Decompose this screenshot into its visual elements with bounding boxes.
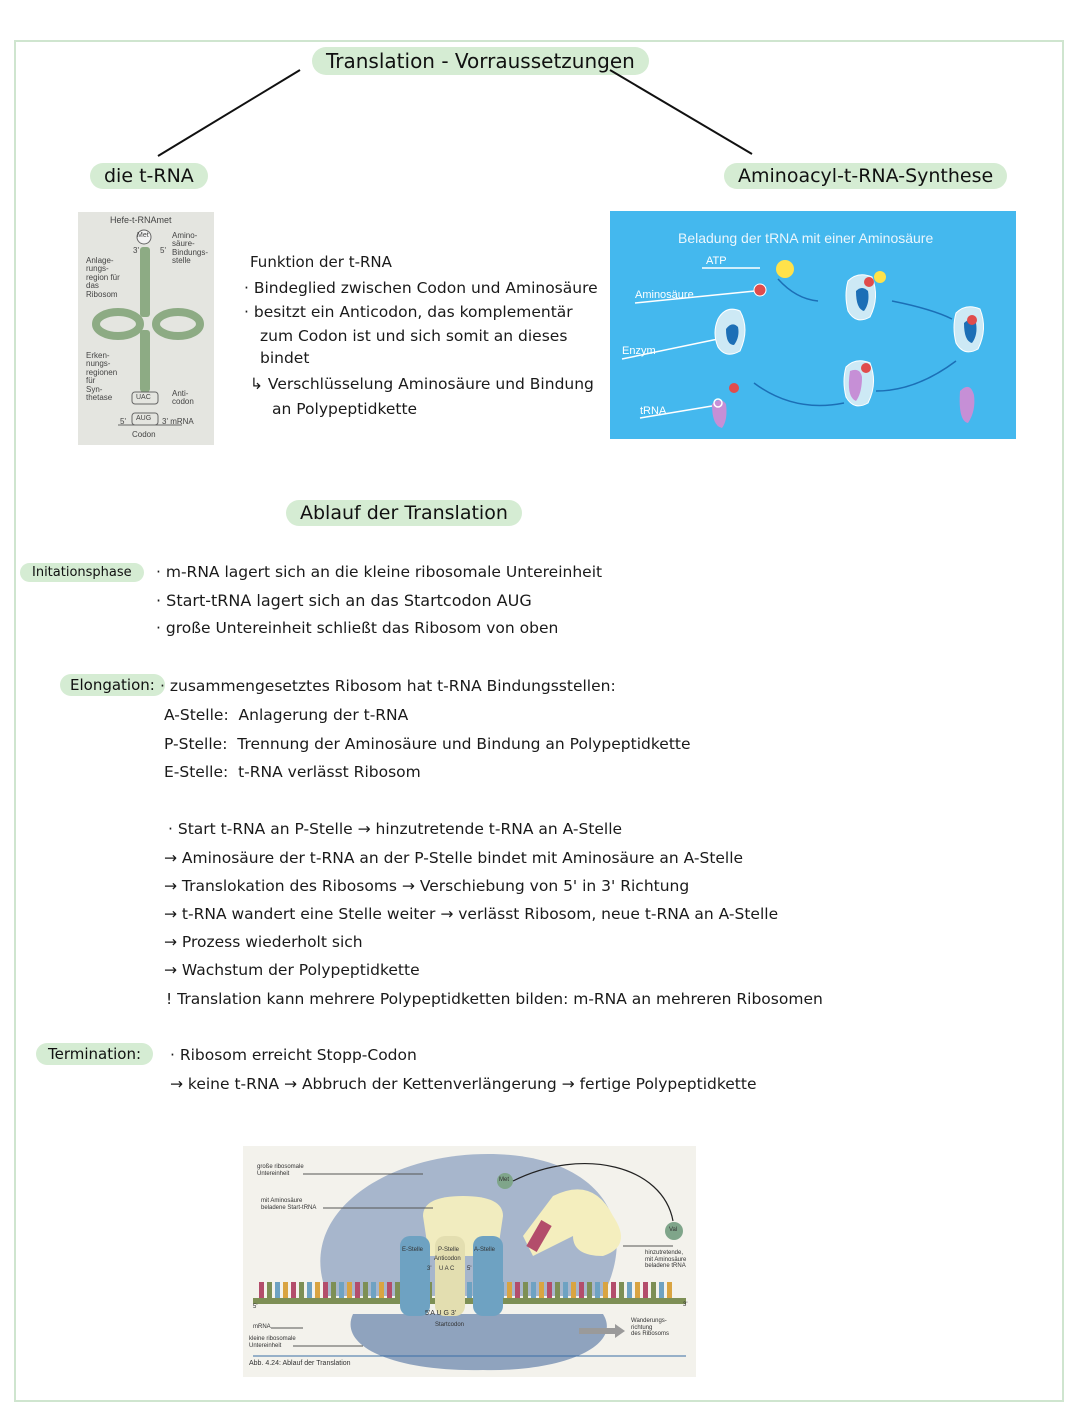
p-site-label: P-Stelle: [164,735,228,753]
termination-line-1-text: Ribosom erreicht Stopp-Codon [179,1046,417,1064]
figure-caption: Abb. 4.24: Ablauf der Translation [249,1360,351,1367]
trna-three-prime: 3' [133,246,139,255]
a-site-label: A-Stelle [474,1247,496,1253]
initiation-line-1: · m-RNA lagert sich an die kleine ribosomale Untereinheit [156,563,603,581]
mrna-base [579,1282,584,1298]
mrna-base [627,1282,632,1298]
elongation-label: Elongation: [60,674,165,696]
mrna-base [355,1282,360,1298]
funktion-line-1-text: Bindeglied zwischen Codon und Aminosäure [253,279,598,297]
elongation-step-2: → Aminosäure der t-RNA an der P-Stelle bindet mit Aminosäure an A-Stelle [164,849,744,867]
p-site-text: Trennung der Aminosäure und Bindung an Polypeptidkette [237,735,691,753]
direction-label: Wanderungs- richtung des Ribosoms [631,1318,670,1338]
mrna-base [323,1282,328,1298]
a-site-text: Anlagerung der t-RNA [238,706,409,724]
mrna-base [267,1282,272,1298]
mrna-base [619,1282,624,1298]
synthese-enzym: Enzym [622,345,656,357]
e-site-label: E-Stelle [402,1247,424,1253]
trna-aug: AUG [136,415,152,422]
mrna-base [331,1282,336,1298]
large-subunit-label: große ribosomale Untereinheit [257,1164,304,1177]
startcodon-label: Startcodon [435,1322,465,1328]
trna-five-prime: 5' [120,417,126,426]
mrna-base [515,1282,520,1298]
mrna-base [379,1282,384,1298]
funktion-line-2-text: besitzt ein Anticodon, das komplementär [253,303,573,321]
p-site-label: P-Stelle [438,1247,460,1253]
funktion-line-6: an Polypeptidkette [272,400,418,418]
mrna-base [555,1282,560,1298]
initiation-line-3: · große Untereinheit schließt das Ribosom von oben [156,619,559,637]
trna-mrna: 3' mRNA [162,417,194,426]
mrna-base [651,1282,656,1298]
synthese-trna: tRNA [640,405,667,417]
trna-five-prime-top: 5' [160,246,166,255]
elongation-step-3: → Translokation des Ribosoms → Verschiebung von 5' in 3' Richtung [164,877,690,895]
mrna-base [395,1282,400,1298]
elongation-line-1-text: zusammengesetztes Ribosom hat t-RNA Bindungsstellen: [169,677,616,695]
synthese-figure-title: Beladung der tRNA mit einer Aminosäure [678,230,934,246]
trna-figure-title: Hefe-t-RNAmet [110,215,172,225]
funktion-line-4: bindet [260,349,310,367]
elongation-e-site [164,765,421,781]
mrna-base [523,1282,528,1298]
termination-line-2: → keine t-RNA → Abbruch der Kettenverlängerung → fertige Polypeptidkette [170,1075,757,1093]
page-title: Translation - Vorraussetzungen [312,47,649,75]
synthese-aminosaeure: Aminosäure [635,289,694,301]
mrna-base [347,1282,352,1298]
elongation-step-5: → Prozess wiederholt sich [164,933,363,951]
synthese-atp: ATP [706,255,727,267]
elongation-p-site [164,737,691,753]
ribosome-figure [243,1146,696,1377]
initiation-line-2-text: Start-tRNA lagert sich an das Startcodon AUG [166,591,532,610]
initiation-line-1-text: m-RNA lagert sich an die kleine ribosomale Untereinheit [165,563,603,581]
elongation-step-1-text: Start t-RNA an P-Stelle → hinzutretende t-RNA an A-Stelle [177,820,623,838]
mrna-base [611,1282,616,1298]
mrna-base [547,1282,552,1298]
a-site-label: A-Stelle: [164,706,229,724]
elongation-step-7: ! Translation kann mehrere Polypeptidketten bilden: m-RNA an mehreren Ribosomen [166,990,823,1008]
anticodon-five-prime: 5' [467,1266,472,1272]
funktion-line-1: · Bindeglied zwischen Codon und Aminosäure [244,279,598,297]
mrna-base [571,1282,576,1298]
mrna-base [563,1282,568,1298]
anticodon-label: Anticodon [434,1256,461,1262]
mrna-base [371,1282,376,1298]
ribosome-diagram [243,1146,696,1377]
mrna-base [275,1282,280,1298]
mrna-base [531,1282,536,1298]
trna-synthetase-region: Erken- nungs- regionen für Syn- thetase [86,351,118,402]
trna-figure [78,212,214,445]
mrna-base [283,1282,288,1298]
mrna-base [299,1282,304,1298]
funktion-line-2: · besitzt ein Anticodon, das komplementär [244,303,573,321]
uac-label: U A C [439,1266,455,1272]
small-subunit-label: kleine ribosomale Untereinheit [249,1336,296,1349]
initiation-line-2: · Start-tRNA lagert sich an das Startcodon AUG [156,591,532,610]
elongation-step-6: → Wachstum der Polypeptidkette [164,961,420,979]
trna-ribosome-region: Anlage- rungs- region für das Ribosom [86,256,120,299]
mrna-base [339,1282,344,1298]
funktion-heading: Funktion der t-RNA [250,253,392,271]
trna-amino-site: Amino- säure- Bindungs- stelle [172,231,209,266]
incoming-trna-label: hinzutretende, mit Aminosäure beladene tRNA [645,1250,687,1270]
mrna-base [307,1282,312,1298]
trna-met: Met [137,232,149,239]
trna-uac: UAC [136,394,151,401]
start-trna-label: mit Aminosäure beladene Start-tRNA [261,1198,317,1211]
mrna-five-prime: 5' [253,1304,258,1310]
trna-heading: die t-RNA [90,163,208,189]
elongation-line-1: · zusammengesetztes Ribosom hat t-RNA Bindungsstellen: [160,677,616,695]
trna-anticodon: Anti- codon [172,389,194,407]
mrna-three-prime: 3' [683,1302,688,1308]
mrna-base [587,1282,592,1298]
mrna-base [635,1282,640,1298]
mrna-base [595,1282,600,1298]
elongation-step-4: → t-RNA wandert eine Stelle weiter → verlässt Ribosom, neue t-RNA an A-Stelle [164,905,779,923]
mrna-base [291,1282,296,1298]
e-site-text: t-RNA verlässt Ribosom [238,763,421,781]
initiation-label: Initationsphase [20,563,144,582]
mrna-base [507,1282,512,1298]
mrna-label: mRNA [253,1324,271,1330]
trna-codon: Codon [132,430,156,439]
elongation-a-site [164,708,408,724]
anticodon-three-prime: 3' [427,1266,432,1272]
termination-line-1: · Ribosom erreicht Stopp-Codon [170,1046,417,1064]
ablauf-heading: Ablauf der Translation [286,500,522,526]
elongation-step-1: · Start t-RNA an P-Stelle → hinzutretende t-RNA an A-Stelle [168,820,623,838]
mrna-base [603,1282,608,1298]
mrna-base [259,1282,264,1298]
mrna-base [659,1282,664,1298]
codon-seq-label: 5'A U G 3' [425,1310,457,1317]
synthese-diagram [610,211,1016,439]
val-label: Val [669,1227,678,1233]
mrna-base [363,1282,368,1298]
termination-label: Termination: [36,1043,153,1065]
mrna-base [315,1282,320,1298]
synthese-figure [610,211,1016,439]
mrna-base [387,1282,392,1298]
mrna-base [643,1282,648,1298]
mrna-base [539,1282,544,1298]
funktion-line-5: ↳ Verschlüsselung Aminosäure und Bindung [250,375,594,393]
mrna-base [467,1282,472,1298]
funktion-line-3: zum Codon ist und sich somit an dieses [260,327,568,345]
met-label: Met [499,1177,510,1183]
synthese-heading: Aminoacyl-t-RNA-Synthese [724,163,1007,189]
e-site-label: E-Stelle: [164,763,229,781]
initiation-line-3-text: große Untereinheit schließt das Ribosom von oben [165,619,559,637]
mrna-base [667,1282,672,1298]
